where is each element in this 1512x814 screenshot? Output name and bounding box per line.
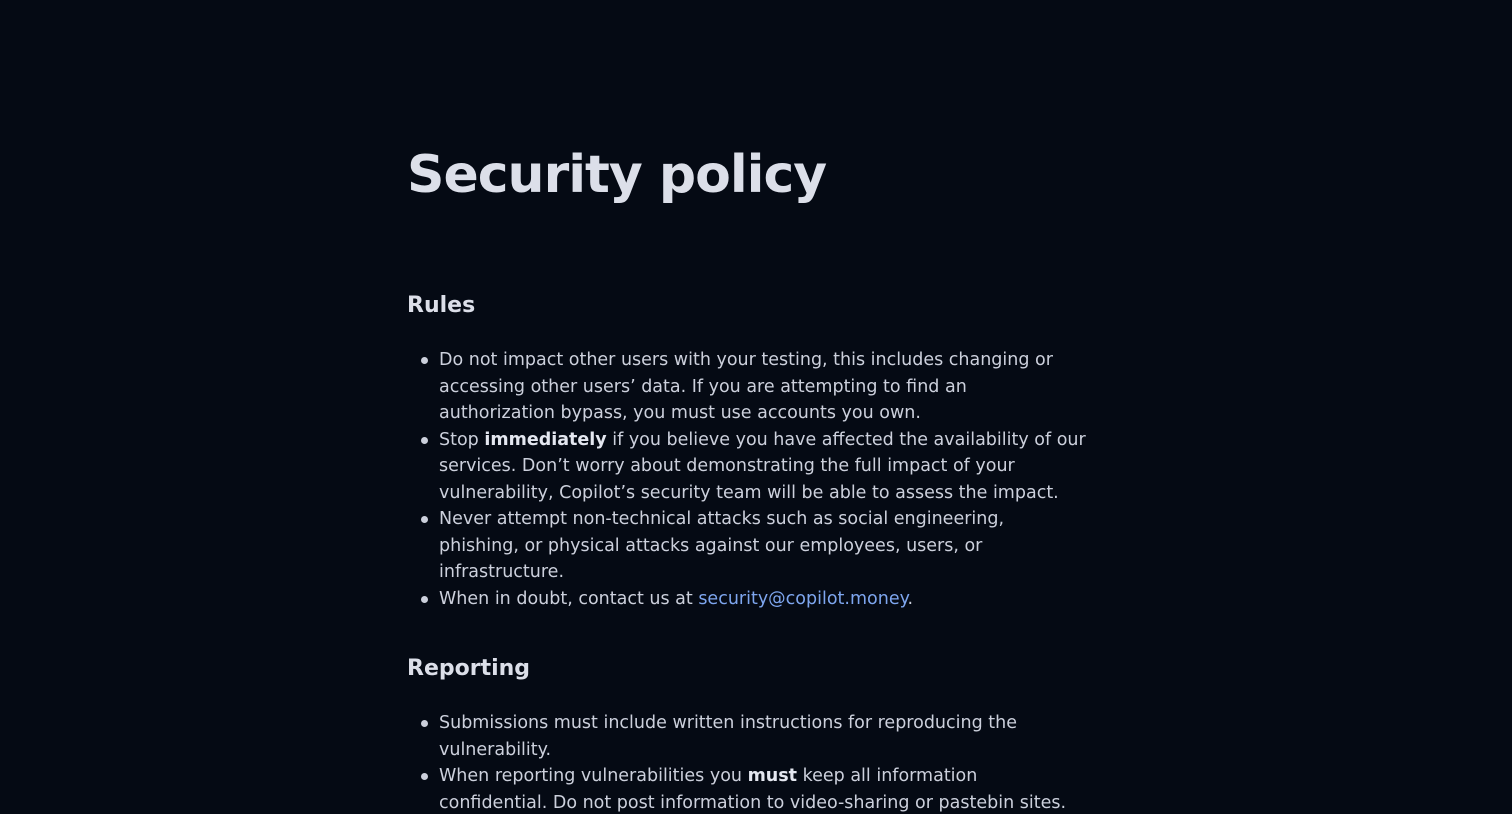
list-item — [407, 763, 1107, 814]
reporting-heading: Reporting — [407, 656, 531, 681]
list-item — [407, 347, 1107, 427]
security-email-link[interactable]: security@copilot.money — [698, 588, 908, 609]
list-item-line: phishing, or physical attacks against our employees, users, or — [439, 535, 983, 556]
rules-heading: Rules — [407, 293, 476, 318]
list-item-line: Do not impact other users with your testing, this includes changing or — [439, 350, 1053, 370]
list-item-line: confidential. Do not post information to video-sharing or pastebin sites. — [439, 792, 1067, 813]
reporting-list — [407, 710, 1107, 814]
text-fragment: . — [907, 588, 914, 609]
text-fragment: keep all information — [797, 766, 978, 786]
list-item — [407, 427, 1107, 507]
emphasis-text: must — [747, 766, 798, 786]
text-fragment: When reporting vulnerabilities you — [439, 766, 748, 786]
list-item-line: infrastructure. — [439, 562, 565, 582]
list-item-line — [439, 586, 1107, 613]
list-item-line: Submissions must include written instructions for reproducing the — [439, 713, 1017, 733]
bullet-icon — [421, 437, 428, 444]
list-item-line: accessing other users’ data. If you are attempting to find an — [439, 376, 967, 397]
text-fragment: When in doubt, contact us at — [439, 588, 699, 609]
emphasis-text: immediately — [484, 429, 607, 450]
list-item-line: vulnerability, Copilot’s security team will be able to assess the impact. — [439, 482, 1059, 503]
bullet-icon — [421, 596, 428, 603]
list-item-line: services. Don’t worry about demonstrating the full impact of your — [439, 456, 1015, 476]
text-fragment: if you believe you have affected the availability of our — [606, 429, 1086, 450]
list-item — [407, 506, 1107, 586]
bullet-icon — [421, 720, 428, 727]
list-item-line — [439, 763, 1107, 790]
list-item — [407, 710, 1107, 763]
bullet-icon — [421, 516, 428, 523]
bullet-icon — [421, 773, 428, 780]
text-fragment: Stop — [439, 429, 485, 450]
list-item-line — [439, 427, 1107, 454]
list-item-line: authorization bypass, you must use accounts you own. — [439, 403, 921, 423]
rules-list — [407, 347, 1107, 612]
list-item — [407, 586, 1107, 613]
bullet-icon — [421, 357, 428, 364]
list-item-line: Never attempt non-technical attacks such as social engineering, — [439, 509, 1005, 529]
list-item-line: vulnerability. — [439, 739, 552, 760]
page-title: Security policy — [407, 145, 827, 205]
